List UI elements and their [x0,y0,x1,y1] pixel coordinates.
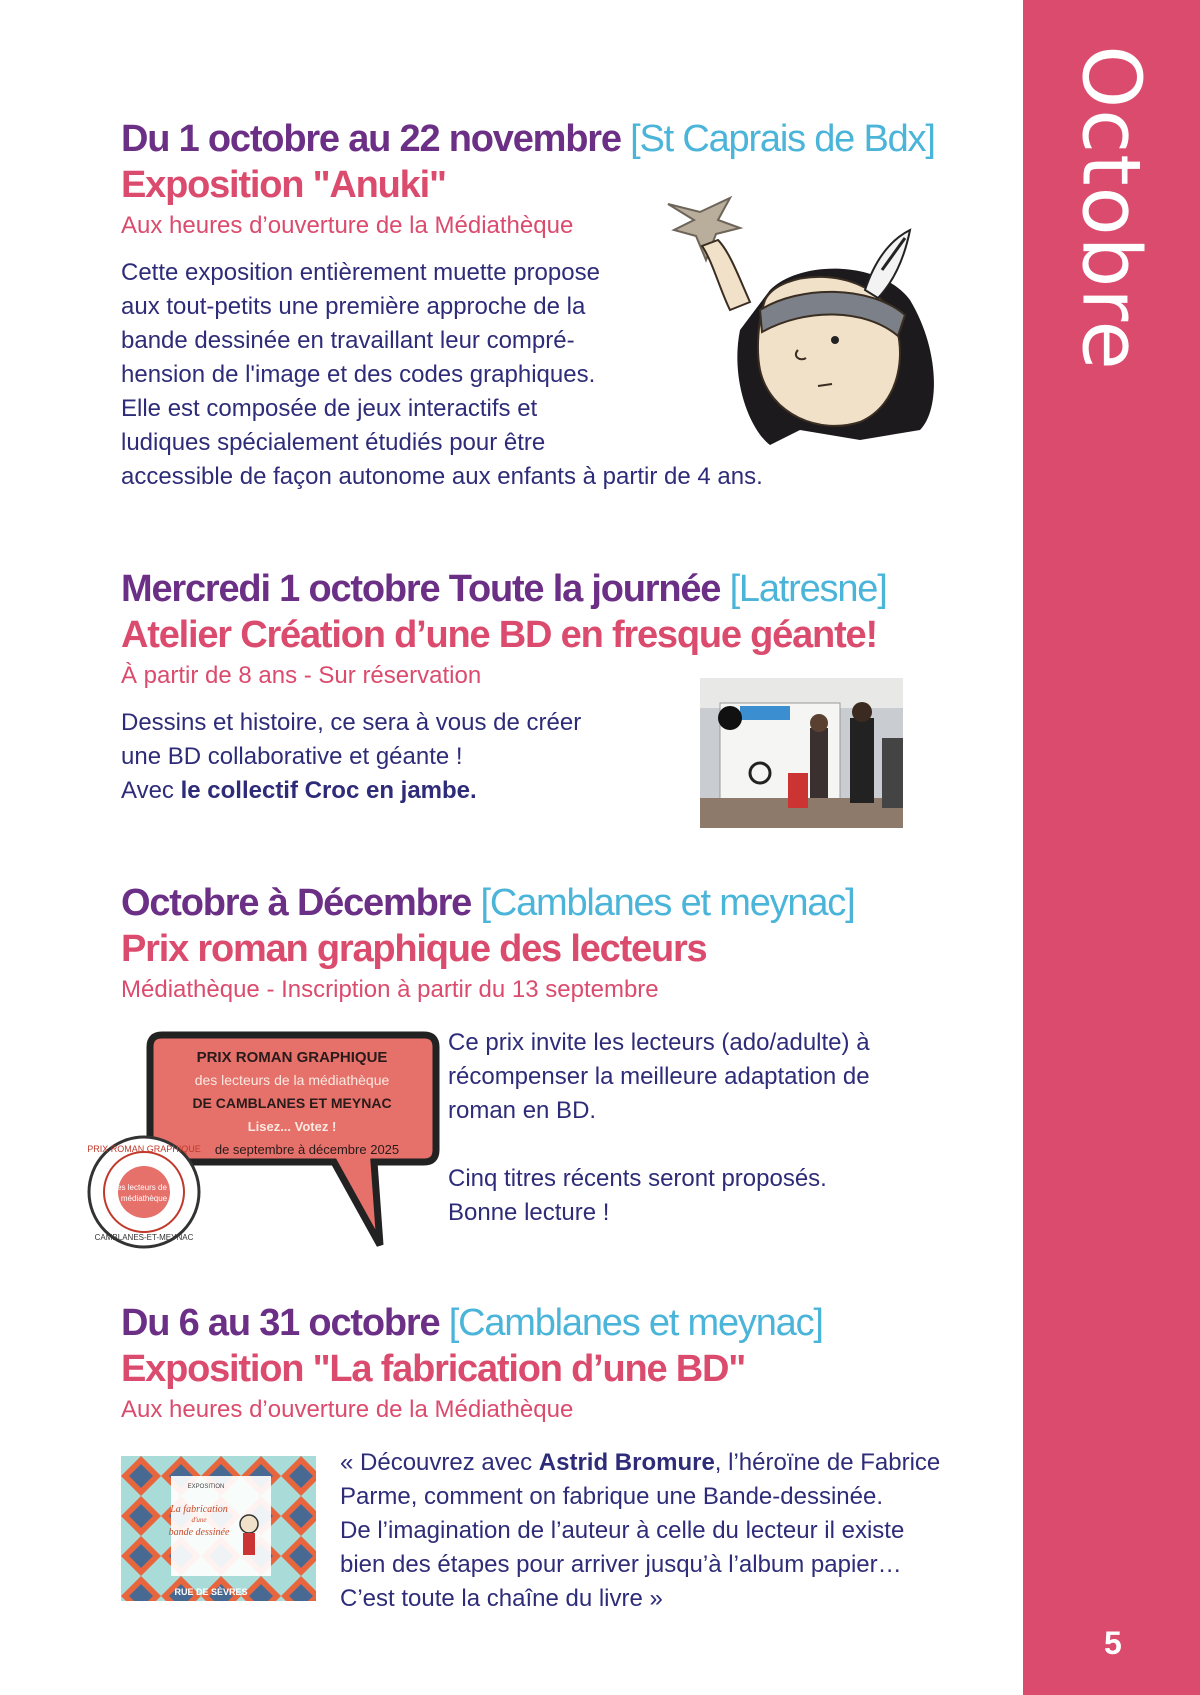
stamp-text: PRIX ROMAN GRAPHIQUE [87,1144,201,1154]
eye-shape [831,336,839,344]
arm-shape [702,240,750,310]
description-line: C’est toute la chaîne du livre » [340,1585,663,1612]
text-plain: , l’héroïne de Fabrice [714,1449,941,1476]
description-line: accessible de façon autonome aux enfants à partir de 4 ans. [121,463,763,490]
event-date: Mercredi 1 octobre Toute la journée [121,568,721,610]
event-location: [Camblanes et meynac] [448,1302,823,1344]
poster-text: EXPOSITION [187,1484,225,1490]
fresque-drawing [718,706,742,730]
person-shape [882,738,903,808]
fresque-blue-sky [740,706,790,720]
event-title: Exposition "La fabrication d’une BD" [121,1348,746,1390]
description-line: une BD collaborative et géante ! [121,743,463,770]
description-line: Ce prix invite les lecteurs (ado/adulte) à [448,1029,870,1056]
description-line: ludiques spécialement étudiés pour être [121,429,546,456]
child-shape [788,773,808,808]
month-label: Octobre [1064,45,1158,371]
description-line: Bonne lecture ! [448,1199,610,1226]
event-location: [St Caprais de Bdx] [630,118,935,160]
astrid-body [243,1533,255,1555]
description-line: bien des étapes pour arriver jusqu’à l’album papier… [340,1551,902,1578]
bubble-line: des lecteurs de la médiathèque [194,1072,390,1088]
person-head [810,714,828,732]
spacer [448,1128,968,1162]
stamp-text: CAMBLANES-ET-MEYNAC [94,1233,194,1242]
description-line: Parme, comment on fabrique une Bande-dessinée. [340,1483,883,1510]
astrid-figure [240,1515,258,1533]
person-shape [850,718,874,803]
event-description [448,1026,968,1230]
description-line: bande dessinée en travaillant leur compré- [121,327,575,354]
event-location: [Latresne] [729,568,887,610]
bubble-line: Lisez... Votez ! [247,1119,337,1134]
event-subtitle: Aux heures d’ouverture de la Médiathèque [121,1396,574,1423]
description-line [340,1446,1000,1480]
bubble-line: de septembre à décembre 2025 [214,1142,400,1157]
event-date: Du 1 octobre au 22 novembre [121,118,621,160]
event-date-line [121,116,1001,162]
event-subtitle: À partir de 8 ans - Sur réservation [121,662,482,689]
event-title: Prix roman graphique des lecteurs [121,928,707,970]
description-line: Cinq titres récents seront proposés. [448,1165,827,1192]
person-shape [810,728,828,798]
event-fabrication-bd [121,1300,1001,1426]
event-subtitle: Aux heures d’ouverture de la Médiathèque [121,212,574,239]
publisher-logo: RUE DE SÈVRES [174,1587,248,1597]
event-prix-roman [121,880,1001,1006]
description-line: roman en BD. [448,1097,597,1124]
event-date-line [121,1300,1001,1346]
person-head [852,702,872,722]
description-line: Elle est composée de jeux interactifs et [121,395,538,422]
description-line: De l’imagination de l’auteur à celle du lecteur il existe [340,1517,905,1544]
description-line: aux tout-petits une première approche de la [121,293,586,320]
event-date-line [121,880,1001,926]
event-subtitle: Médiathèque - Inscription à partir du 13 septembre [121,976,659,1003]
stamp-text: médiathèque [120,1194,168,1203]
prix-bubble-graphic [84,1030,444,1250]
bubble-line: PRIX ROMAN GRAPHIQUE [196,1049,388,1066]
event-date-line [121,566,1001,612]
poster-text: bande dessinée [168,1527,230,1538]
text-plain: Avec [121,777,181,804]
collective-name: le collectif Croc en jambe. [180,777,477,804]
anuki-illustration [660,190,960,455]
description-line: récompenser la meilleure adaptation de [448,1063,870,1090]
description-line: hension de l'image et des codes graphiques. [121,361,596,388]
fresque-photo [700,678,903,828]
event-date: Du 6 au 31 octobre [121,1302,440,1344]
event-title: Atelier Création d’une BD en fresque géante! [121,614,877,656]
stamp-center [118,1166,170,1218]
page-number: 5 [1104,1625,1122,1661]
event-title: Exposition "Anuki" [121,164,446,206]
event-date: Octobre à Décembre [121,882,472,924]
event-location: [Camblanes et meynac] [480,882,855,924]
event-description [340,1446,1000,1616]
poster-text: La fabrication [170,1504,228,1515]
exposition-poster [121,1456,316,1601]
description-line: Dessins et histoire, ce sera à vous de créer [121,709,582,736]
description-line: Cette exposition entièrement muette propose [121,259,600,286]
text-plain: « Découvrez avec [340,1449,539,1476]
stamp-text: des lecteurs de la [112,1183,176,1192]
bubble-line: DE CAMBLANES ET MEYNAC [192,1095,392,1111]
poster-text: d'une [191,1516,207,1524]
hero-name: Astrid Bromure [538,1449,715,1476]
